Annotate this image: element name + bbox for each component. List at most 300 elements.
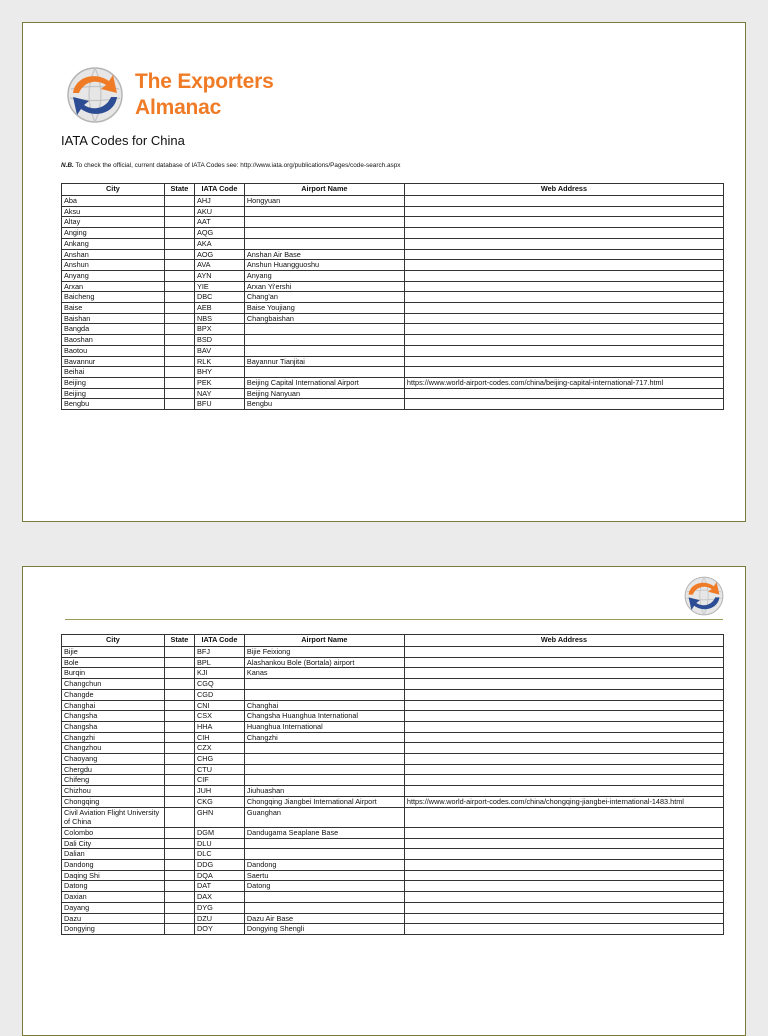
cell-airport-name: Changsha Huanghua International bbox=[244, 711, 404, 722]
header-divider bbox=[65, 619, 723, 620]
source-note bbox=[61, 162, 401, 169]
cell-web-address bbox=[404, 281, 723, 292]
table-row bbox=[62, 796, 724, 807]
table-row bbox=[62, 838, 724, 849]
cell-iata-code: BPL bbox=[195, 657, 245, 668]
cell-state bbox=[164, 913, 194, 924]
cell-state bbox=[164, 324, 194, 335]
cell-state bbox=[164, 796, 194, 807]
cell-iata-code: CSX bbox=[195, 711, 245, 722]
cell-iata-code: CGD bbox=[195, 689, 245, 700]
table-row bbox=[62, 324, 724, 335]
cell-iata-code: DOY bbox=[195, 924, 245, 935]
table-row bbox=[62, 668, 724, 679]
table-row bbox=[62, 700, 724, 711]
cell-city: Changsha bbox=[62, 721, 165, 732]
cell-state bbox=[164, 303, 194, 314]
cell-iata-code: AEB bbox=[195, 303, 245, 314]
cell-airport-name bbox=[244, 217, 404, 228]
table-row bbox=[62, 647, 724, 658]
cell-city: Dayang bbox=[62, 902, 165, 913]
cell-city: Bangda bbox=[62, 324, 165, 335]
cell-city: Changhai bbox=[62, 700, 165, 711]
table-row bbox=[62, 196, 724, 207]
cell-state bbox=[164, 335, 194, 346]
cell-city: Changde bbox=[62, 689, 165, 700]
cell-airport-name: Datong bbox=[244, 881, 404, 892]
table-row bbox=[62, 860, 724, 871]
table-row bbox=[62, 313, 724, 324]
table-row bbox=[62, 345, 724, 356]
cell-city: Burqin bbox=[62, 668, 165, 679]
cell-state bbox=[164, 657, 194, 668]
cell-web-address bbox=[404, 721, 723, 732]
table-row bbox=[62, 689, 724, 700]
cell-web-address bbox=[404, 399, 723, 410]
cell-iata-code: CZX bbox=[195, 743, 245, 754]
cell-airport-name: Kanas bbox=[244, 668, 404, 679]
cell-city: Chifeng bbox=[62, 775, 165, 786]
col-header-iata-code: IATA Code bbox=[195, 184, 245, 196]
col-header-iata-code: IATA Code bbox=[195, 635, 245, 647]
table-row bbox=[62, 281, 724, 292]
cell-web-address bbox=[404, 228, 723, 239]
cell-city: Anyang bbox=[62, 270, 165, 281]
cell-iata-code: CTU bbox=[195, 764, 245, 775]
cell-city: Dalian bbox=[62, 849, 165, 860]
cell-state bbox=[164, 260, 194, 271]
cell-iata-code: YIE bbox=[195, 281, 245, 292]
cell-web-address bbox=[404, 838, 723, 849]
cell-state bbox=[164, 827, 194, 838]
cell-iata-code: CHG bbox=[195, 754, 245, 765]
globe-arrows-icon bbox=[683, 575, 725, 617]
cell-iata-code: HHA bbox=[195, 721, 245, 732]
cell-city: Aba bbox=[62, 196, 165, 207]
table-row bbox=[62, 743, 724, 754]
cell-iata-code: DDG bbox=[195, 860, 245, 871]
cell-airport-name: Anyang bbox=[244, 270, 404, 281]
cell-state bbox=[164, 732, 194, 743]
cell-web-address bbox=[404, 870, 723, 881]
cell-city: Chizhou bbox=[62, 786, 165, 797]
cell-state bbox=[164, 217, 194, 228]
cell-state bbox=[164, 700, 194, 711]
cell-city: Baotou bbox=[62, 345, 165, 356]
table-row bbox=[62, 657, 724, 668]
cell-airport-name: Changhai bbox=[244, 700, 404, 711]
cell-web-address bbox=[404, 754, 723, 765]
document-page-1 bbox=[22, 22, 746, 522]
cell-city: Beijing bbox=[62, 388, 165, 399]
cell-airport-name: Chongqing Jiangbei International Airport bbox=[244, 796, 404, 807]
cell-city: Bole bbox=[62, 657, 165, 668]
cell-city: Baise bbox=[62, 303, 165, 314]
cell-airport-name: Guanghan bbox=[244, 807, 404, 827]
cell-city: Bavannur bbox=[62, 356, 165, 367]
cell-state bbox=[164, 764, 194, 775]
cell-state bbox=[164, 838, 194, 849]
table-row bbox=[62, 721, 724, 732]
cell-city: Dazu bbox=[62, 913, 165, 924]
cell-city: Baoshan bbox=[62, 335, 165, 346]
cell-state bbox=[164, 367, 194, 378]
cell-iata-code: CGQ bbox=[195, 679, 245, 690]
cell-state bbox=[164, 870, 194, 881]
cell-city: Daqing Shi bbox=[62, 870, 165, 881]
cell-city: Changzhi bbox=[62, 732, 165, 743]
cell-airport-name bbox=[244, 849, 404, 860]
cell-web-address bbox=[404, 388, 723, 399]
cell-airport-name bbox=[244, 902, 404, 913]
cell-city: Arxan bbox=[62, 281, 165, 292]
table-row bbox=[62, 786, 724, 797]
cell-web-address bbox=[404, 711, 723, 722]
cell-airport-name bbox=[244, 324, 404, 335]
cell-state bbox=[164, 711, 194, 722]
cell-web-address bbox=[404, 335, 723, 346]
cell-airport-name bbox=[244, 775, 404, 786]
brand-line-1: The Exporters bbox=[135, 70, 274, 93]
cell-airport-name: Bengbu bbox=[244, 399, 404, 410]
col-header-state: State bbox=[164, 635, 194, 647]
cell-iata-code: NBS bbox=[195, 313, 245, 324]
cell-city: Dongying bbox=[62, 924, 165, 935]
table-row bbox=[62, 377, 724, 388]
cell-iata-code: DYG bbox=[195, 902, 245, 913]
cell-iata-code: BPX bbox=[195, 324, 245, 335]
cell-airport-name bbox=[244, 335, 404, 346]
col-header-airport-name: Airport Name bbox=[244, 635, 404, 647]
cell-airport-name: Beijing Nanyuan bbox=[244, 388, 404, 399]
table-row bbox=[62, 827, 724, 838]
cell-iata-code: AQG bbox=[195, 228, 245, 239]
cell-iata-code: DBC bbox=[195, 292, 245, 303]
table-header-row bbox=[62, 635, 724, 647]
cell-web-address bbox=[404, 827, 723, 838]
cell-iata-code: BHY bbox=[195, 367, 245, 378]
cell-web-address: https://www.world-airport-codes.com/china/beijing-capital-international-717.html bbox=[404, 377, 723, 388]
cell-web-address bbox=[404, 206, 723, 217]
cell-airport-name bbox=[244, 345, 404, 356]
cell-airport-name bbox=[244, 679, 404, 690]
cell-web-address bbox=[404, 238, 723, 249]
cell-state bbox=[164, 228, 194, 239]
cell-web-address bbox=[404, 892, 723, 903]
cell-state bbox=[164, 292, 194, 303]
cell-state bbox=[164, 849, 194, 860]
cell-web-address bbox=[404, 860, 723, 871]
cell-state bbox=[164, 689, 194, 700]
cell-state bbox=[164, 238, 194, 249]
cell-iata-code: BAV bbox=[195, 345, 245, 356]
cell-airport-name: Hongyuan bbox=[244, 196, 404, 207]
cell-web-address bbox=[404, 196, 723, 207]
cell-state bbox=[164, 249, 194, 260]
cell-state bbox=[164, 388, 194, 399]
cell-state bbox=[164, 775, 194, 786]
cell-airport-name: Saertu bbox=[244, 870, 404, 881]
table-row bbox=[62, 764, 724, 775]
cell-airport-name: Anshun Huangguoshu bbox=[244, 260, 404, 271]
table-row bbox=[62, 249, 724, 260]
cell-state bbox=[164, 647, 194, 658]
cell-web-address bbox=[404, 292, 723, 303]
cell-airport-name bbox=[244, 238, 404, 249]
cell-web-address bbox=[404, 679, 723, 690]
cell-web-address bbox=[404, 732, 723, 743]
page-title: IATA Codes for China bbox=[61, 133, 185, 148]
cell-state bbox=[164, 754, 194, 765]
col-header-city: City bbox=[62, 635, 165, 647]
table-row bbox=[62, 292, 724, 303]
cell-state bbox=[164, 881, 194, 892]
table-row bbox=[62, 711, 724, 722]
cell-state bbox=[164, 196, 194, 207]
table-row bbox=[62, 335, 724, 346]
cell-web-address bbox=[404, 849, 723, 860]
cell-city: Datong bbox=[62, 881, 165, 892]
cell-web-address bbox=[404, 303, 723, 314]
cell-state bbox=[164, 270, 194, 281]
cell-airport-name bbox=[244, 689, 404, 700]
cell-city: Daxian bbox=[62, 892, 165, 903]
table-body bbox=[62, 196, 724, 410]
cell-city: Baishan bbox=[62, 313, 165, 324]
cell-web-address bbox=[404, 775, 723, 786]
cell-web-address bbox=[404, 249, 723, 260]
table-row bbox=[62, 238, 724, 249]
table-row bbox=[62, 881, 724, 892]
cell-state bbox=[164, 892, 194, 903]
cell-web-address bbox=[404, 217, 723, 228]
cell-state bbox=[164, 860, 194, 871]
cell-city: Colombo bbox=[62, 827, 165, 838]
cell-city: Dandong bbox=[62, 860, 165, 871]
cell-iata-code: BFJ bbox=[195, 647, 245, 658]
table-row bbox=[62, 399, 724, 410]
cell-web-address bbox=[404, 881, 723, 892]
cell-web-address bbox=[404, 700, 723, 711]
cell-iata-code: DAT bbox=[195, 881, 245, 892]
table-row bbox=[62, 206, 724, 217]
cell-state bbox=[164, 399, 194, 410]
cell-city: Aksu bbox=[62, 206, 165, 217]
table-row bbox=[62, 388, 724, 399]
cell-airport-name bbox=[244, 754, 404, 765]
cell-airport-name bbox=[244, 764, 404, 775]
cell-city: Chongqing bbox=[62, 796, 165, 807]
brand-line-2: Almanac bbox=[135, 96, 222, 119]
col-header-state: State bbox=[164, 184, 194, 196]
cell-city: Beijing bbox=[62, 377, 165, 388]
document-page-2 bbox=[22, 566, 746, 1036]
table-row bbox=[62, 754, 724, 765]
cell-city: Changzhou bbox=[62, 743, 165, 754]
cell-city: Beihai bbox=[62, 367, 165, 378]
note-text: To check the official, current database of IATA Codes see: http://www.iata.org/publications/Pages/code-search.aspx bbox=[73, 162, 401, 169]
cell-web-address bbox=[404, 689, 723, 700]
cell-city: Bengbu bbox=[62, 399, 165, 410]
cell-airport-name: Dandong bbox=[244, 860, 404, 871]
cell-web-address bbox=[404, 260, 723, 271]
cell-state bbox=[164, 679, 194, 690]
cell-state bbox=[164, 345, 194, 356]
cell-iata-code: DLU bbox=[195, 838, 245, 849]
cell-state bbox=[164, 377, 194, 388]
cell-airport-name: Arxan Yi'ershi bbox=[244, 281, 404, 292]
cell-web-address bbox=[404, 657, 723, 668]
table-row bbox=[62, 892, 724, 903]
cell-airport-name: Changzhi bbox=[244, 732, 404, 743]
cell-web-address bbox=[404, 356, 723, 367]
iata-table-page-1 bbox=[61, 183, 724, 410]
table-row bbox=[62, 228, 724, 239]
cell-airport-name: Chang'an bbox=[244, 292, 404, 303]
cell-iata-code: CIF bbox=[195, 775, 245, 786]
cell-airport-name: Bayannur Tianjitai bbox=[244, 356, 404, 367]
cell-web-address bbox=[404, 647, 723, 658]
cell-iata-code: JUH bbox=[195, 786, 245, 797]
cell-city: Bijie bbox=[62, 647, 165, 658]
cell-web-address bbox=[404, 786, 723, 797]
cell-airport-name bbox=[244, 367, 404, 378]
cell-state bbox=[164, 356, 194, 367]
cell-state bbox=[164, 313, 194, 324]
cell-web-address: https://www.world-airport-codes.com/china/chongqing-jiangbei-international-1483.html bbox=[404, 796, 723, 807]
table-row bbox=[62, 679, 724, 690]
cell-web-address bbox=[404, 764, 723, 775]
table-body bbox=[62, 647, 724, 935]
table-row bbox=[62, 732, 724, 743]
cell-iata-code: DLC bbox=[195, 849, 245, 860]
cell-iata-code: KJI bbox=[195, 668, 245, 679]
cell-web-address bbox=[404, 902, 723, 913]
cell-airport-name: Beijing Capital International Airport bbox=[244, 377, 404, 388]
cell-airport-name bbox=[244, 228, 404, 239]
cell-city: Anshan bbox=[62, 249, 165, 260]
table-row bbox=[62, 303, 724, 314]
cell-city: Changchun bbox=[62, 679, 165, 690]
cell-iata-code: AHJ bbox=[195, 196, 245, 207]
cell-iata-code: AYN bbox=[195, 270, 245, 281]
col-header-web-address: Web Address bbox=[404, 635, 723, 647]
cell-iata-code: AOG bbox=[195, 249, 245, 260]
table-row bbox=[62, 807, 724, 827]
cell-airport-name bbox=[244, 892, 404, 903]
cell-state bbox=[164, 281, 194, 292]
cell-web-address bbox=[404, 668, 723, 679]
table-row bbox=[62, 217, 724, 228]
table-row bbox=[62, 902, 724, 913]
cell-state bbox=[164, 206, 194, 217]
cell-city: Changsha bbox=[62, 711, 165, 722]
cell-state bbox=[164, 924, 194, 935]
cell-web-address bbox=[404, 913, 723, 924]
cell-iata-code: AKA bbox=[195, 238, 245, 249]
cell-airport-name: Jiuhuashan bbox=[244, 786, 404, 797]
table-header-row bbox=[62, 184, 724, 196]
cell-airport-name: Alashankou Bole (Bortala) airport bbox=[244, 657, 404, 668]
cell-airport-name: Bijie Feixiong bbox=[244, 647, 404, 658]
table-row bbox=[62, 270, 724, 281]
cell-web-address bbox=[404, 324, 723, 335]
cell-airport-name: Dongying Shengli bbox=[244, 924, 404, 935]
cell-city: Chaoyang bbox=[62, 754, 165, 765]
cell-iata-code: CKG bbox=[195, 796, 245, 807]
cell-state bbox=[164, 668, 194, 679]
table-row bbox=[62, 924, 724, 935]
cell-city: Dali City bbox=[62, 838, 165, 849]
cell-city: Civil Aviation Flight University of China bbox=[62, 807, 165, 827]
cell-iata-code: DGM bbox=[195, 827, 245, 838]
cell-airport-name: Changbaishan bbox=[244, 313, 404, 324]
col-header-city: City bbox=[62, 184, 165, 196]
cell-iata-code: CNI bbox=[195, 700, 245, 711]
cell-state bbox=[164, 902, 194, 913]
cell-state bbox=[164, 721, 194, 732]
cell-iata-code: AVA bbox=[195, 260, 245, 271]
cell-state bbox=[164, 743, 194, 754]
cell-iata-code: DQA bbox=[195, 870, 245, 881]
cell-iata-code: DZU bbox=[195, 913, 245, 924]
cell-iata-code: RLK bbox=[195, 356, 245, 367]
cell-iata-code: CIH bbox=[195, 732, 245, 743]
cell-web-address bbox=[404, 345, 723, 356]
table-row bbox=[62, 913, 724, 924]
cell-airport-name: Baise Youjiang bbox=[244, 303, 404, 314]
table-row bbox=[62, 367, 724, 378]
cell-airport-name bbox=[244, 838, 404, 849]
cell-iata-code: PEK bbox=[195, 377, 245, 388]
cell-web-address bbox=[404, 743, 723, 754]
cell-state bbox=[164, 807, 194, 827]
note-label: N.B. bbox=[61, 162, 74, 169]
globe-arrows-icon bbox=[65, 65, 125, 125]
cell-airport-name: Anshan Air Base bbox=[244, 249, 404, 260]
table-row bbox=[62, 870, 724, 881]
cell-web-address bbox=[404, 270, 723, 281]
cell-city: Baicheng bbox=[62, 292, 165, 303]
cell-web-address bbox=[404, 367, 723, 378]
iata-table-page-2 bbox=[61, 634, 724, 935]
cell-web-address bbox=[404, 807, 723, 827]
cell-iata-code: DAX bbox=[195, 892, 245, 903]
cell-iata-code: BSD bbox=[195, 335, 245, 346]
cell-iata-code: NAY bbox=[195, 388, 245, 399]
brand-logo bbox=[65, 65, 274, 125]
cell-airport-name bbox=[244, 206, 404, 217]
cell-city: Anshun bbox=[62, 260, 165, 271]
cell-city: Altay bbox=[62, 217, 165, 228]
cell-iata-code: BFU bbox=[195, 399, 245, 410]
table-row bbox=[62, 356, 724, 367]
col-header-airport-name: Airport Name bbox=[244, 184, 404, 196]
table-row bbox=[62, 260, 724, 271]
cell-city: Anging bbox=[62, 228, 165, 239]
table-row bbox=[62, 849, 724, 860]
cell-iata-code: AKU bbox=[195, 206, 245, 217]
cell-city: Chergdu bbox=[62, 764, 165, 775]
cell-web-address bbox=[404, 924, 723, 935]
cell-airport-name bbox=[244, 743, 404, 754]
cell-iata-code: GHN bbox=[195, 807, 245, 827]
cell-city: Ankang bbox=[62, 238, 165, 249]
col-header-web-address: Web Address bbox=[404, 184, 723, 196]
cell-airport-name: Dazu Air Base bbox=[244, 913, 404, 924]
cell-web-address bbox=[404, 313, 723, 324]
cell-iata-code: AAT bbox=[195, 217, 245, 228]
